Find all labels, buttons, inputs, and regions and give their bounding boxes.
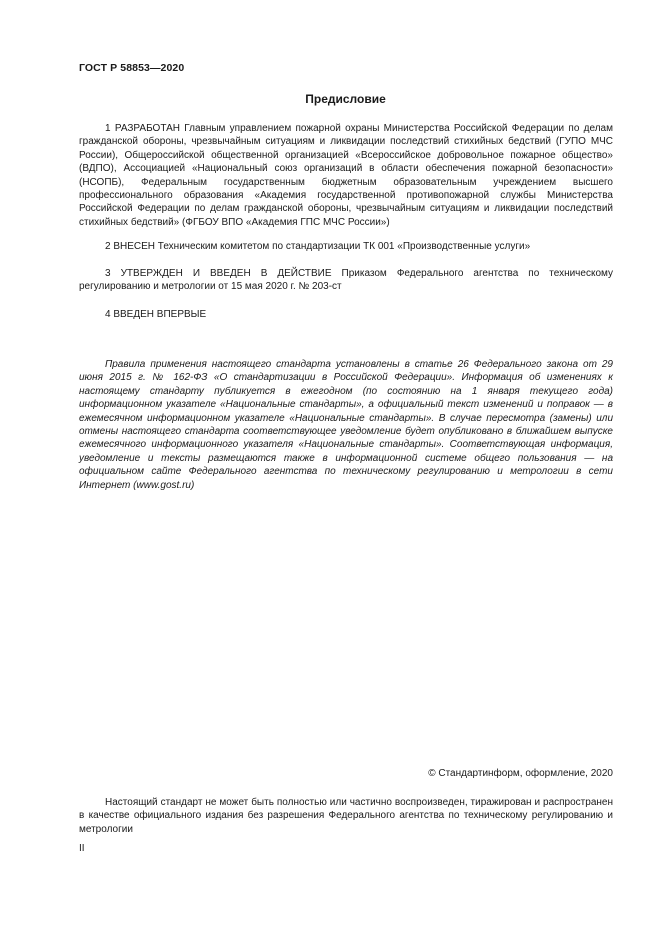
page-title [0, 92, 661, 106]
rules-note: Правила применения настоящего стандарта установлены в статье 26 Федерального закона от 29 июня 2015 г. № 162-ФЗ «О стандартизации в Российской Федерации». Информация об изменениях к настоящему стандарту публикуется в ежегодном (по состоянию на 1 января текущего года) информационном указателе «Национальные стандарты», а официальный текст изменений и поправок — в ежемесячном информационном указателе «Национальные стандарты». В случае пересмотра (замены) или отмены настоящего стандарта соответствующее уведомление будет опубликовано в ближайшем выпуске ежемесячного информационного указателя «Национальные стандарты». Соответствующая информация, уведомление и тексты размещаются также в информационной системе общего пользования — на официальном сайте Федерального агентства по техническому регулированию и метрологии в сети Интернет (www.gost.ru) [79, 359, 613, 491]
copyright-line: © Стандартинформ, оформление, 2020 [428, 768, 613, 779]
paragraph-introduced-by: 2 ВНЕСЕН Техническим комитетом по стандартизации ТК 001 «Производственные услуги» [105, 241, 531, 252]
paragraph-approved: 3 УТВЕРЖДЕН И ВВЕДЕН В ДЕЙСТВИЕ Приказом Федерального агентства по техническому регулированию и метрологии от 15 мая 2020 г. № 203-ст [79, 268, 613, 293]
paragraph-first-introduced: 4 ВВЕДЕН ВПЕРВЫЕ [105, 309, 207, 320]
paragraph-developed-by: 1 РАЗРАБОТАН Главным управлением пожарной охраны Министерства Российской Федерации по делам гражданской обороны, чрезвычайным ситуациям и ликвидации последствий стихийных бедствий (ГУПО МЧС России), Общероссийской общественной организацией «Всероссийское добровольное пожарное общество» (ВДПО), Ассоциацией «Национальный союз организаций в области обеспечения пожарной безопасности» (НСОПБ), Федеральным государственным бюджетным образовательным учреждением высшего профессионального образования «Академия государственной противопожарной службы Министерства Российской Федерации по делам гражданской обороны, чрезвычайным ситуациям и ликвидации последствий стихийных бедствий» (ФГБОУ ВПО «Академия ГПС МЧС России») [79, 123, 613, 228]
page-number: II [79, 843, 85, 854]
reproduction-notice: Настоящий стандарт не может быть полностью или частично воспроизведен, тиражирован и распространен в качестве официального издания без разрешения Федерального агентства по техническому регулированию и метрологии [79, 797, 613, 835]
document-code: ГОСТ Р 58853—2020 [79, 62, 185, 74]
page-title-text: Предисловие [305, 92, 386, 106]
